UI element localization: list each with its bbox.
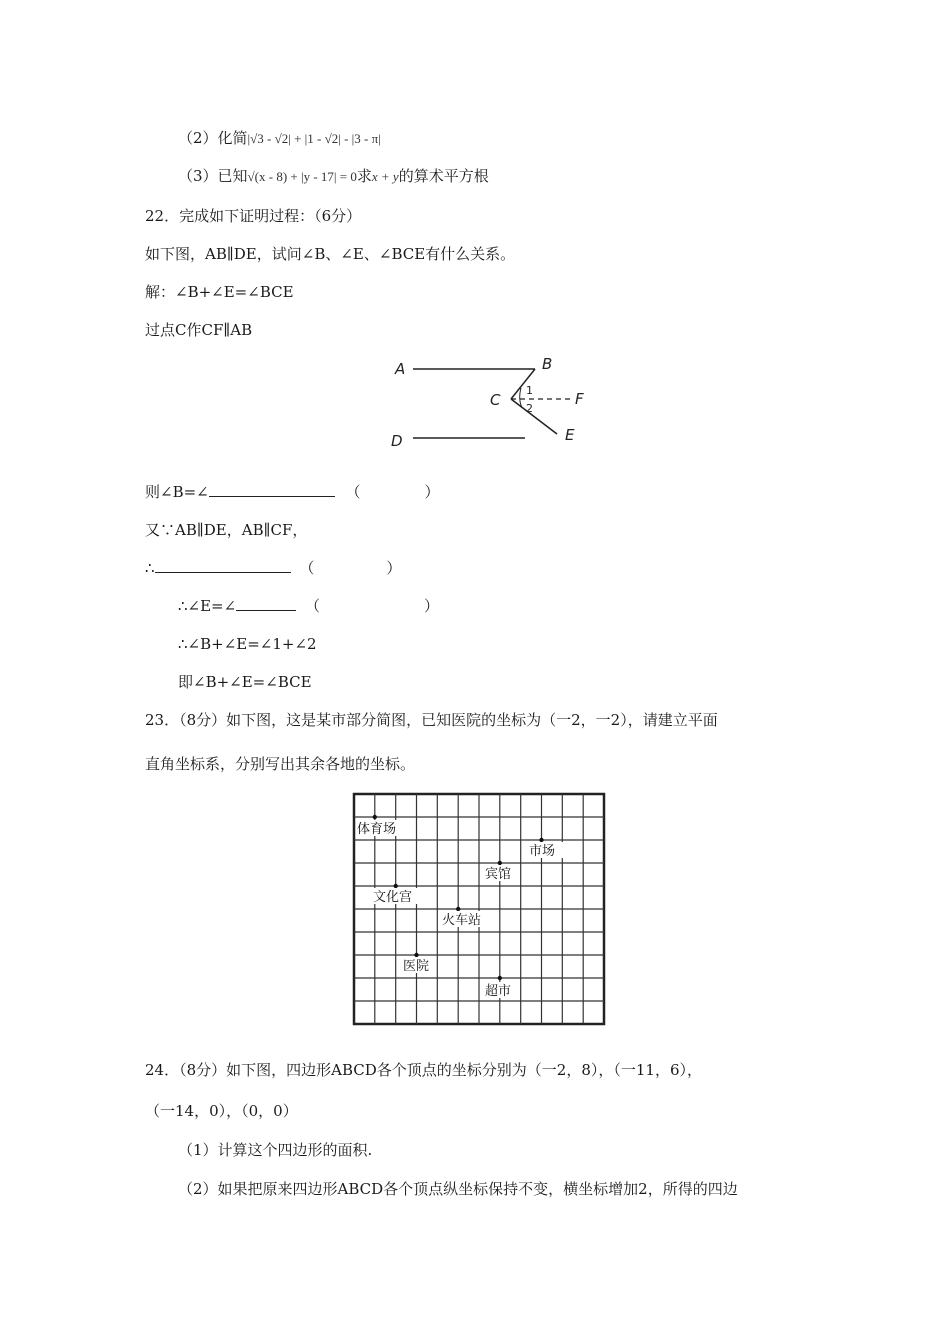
q22-step4 <box>178 596 439 616</box>
city-map-grid <box>350 790 610 1030</box>
paren-open: （ <box>304 597 320 615</box>
paren-open: （ <box>299 559 315 577</box>
market-point <box>539 838 543 842</box>
paren-close: ） <box>424 597 440 615</box>
q21-part3-expression2: x + y <box>371 169 399 184</box>
q22-step3-prefix: ∴ <box>145 559 155 577</box>
q21-part2 <box>178 128 381 149</box>
label-d: D <box>391 432 403 450</box>
q22-answer: 解：∠B+∠E=∠BCE <box>145 283 294 301</box>
q24-line2: （一14，0），（0，0） <box>145 1102 298 1120</box>
q22-step1-blank[interactable] <box>209 482 335 497</box>
train-station-label: 火车站 <box>442 913 482 928</box>
stadium-label: 体育场 <box>357 822 397 837</box>
q21-part2-prefix: （2）化简 <box>178 129 248 147</box>
parallel-lines-figure <box>385 352 595 452</box>
q22-step1-reason[interactable] <box>346 482 440 502</box>
label-e: E <box>565 426 575 444</box>
q21-part3-suffix: 的算术平方根 <box>398 167 489 185</box>
supermarket-point <box>498 976 502 980</box>
culture-palace-label: 文化宫 <box>373 890 413 905</box>
q22-question: 如下图，AB∥DE，试问∠B、∠E、∠BCE有什么关系。 <box>145 245 516 263</box>
label-c: C <box>490 391 501 409</box>
hotel-label: 宾馆 <box>485 867 512 882</box>
q22-step3 <box>145 558 401 578</box>
q21-part3-mid: 求 <box>356 167 372 185</box>
label-f: F <box>575 390 584 408</box>
label-a: A <box>395 360 406 378</box>
q22-step3-blank[interactable] <box>155 558 291 573</box>
stadium-point <box>373 815 377 819</box>
train-station-point <box>456 907 460 911</box>
paren-open: （ <box>345 483 361 501</box>
q24-line1: 24．（8分）如下图，四边形ABCD各个顶点的坐标分别为（一2，8），（一11，6）， <box>145 1061 702 1079</box>
q21-part2-expression: |√3 - √2| + |1 - √2| - |3 - π| <box>247 131 381 146</box>
paren-close: ） <box>386 559 402 577</box>
culture-palace-point <box>394 884 398 888</box>
q22-step5: ∴∠B+∠E=∠1+∠2 <box>178 635 317 653</box>
paren-close: ） <box>424 483 440 501</box>
q22-step4-reason[interactable] <box>305 596 439 616</box>
q21-part3-expression: √(x - 8) + |y - 17| = 0 <box>247 169 357 184</box>
label-angle-1: 1 <box>526 384 533 397</box>
q22-step3-reason[interactable] <box>299 558 401 578</box>
q22-step6: 即∠B+∠E=∠BCE <box>178 673 312 691</box>
segment-ce <box>511 399 557 434</box>
q22-step4-blank[interactable] <box>236 596 296 611</box>
q22-header: 22．完成如下证明过程：（6分） <box>145 207 362 225</box>
q22-construct: 过点C作CF∥AB <box>145 321 253 339</box>
q21-part3-prefix: （3）已知 <box>178 167 248 185</box>
hospital-label: 医院 <box>403 959 430 974</box>
hospital-point <box>414 953 418 957</box>
q23-line2: 直角坐标系，分别写出其余各地的坐标。 <box>145 755 416 773</box>
q22-step1-prefix: 则∠B=∠ <box>145 483 209 501</box>
hotel-point <box>498 861 502 865</box>
supermarket-label: 超市 <box>485 984 512 999</box>
label-b: B <box>542 355 553 373</box>
q24-part2: （2）如果把原来四边形ABCD各个顶点纵坐标保持不变，横坐标增加2，所得的四边 <box>178 1180 738 1198</box>
q24-part1: （1）计算这个四边形的面积. <box>178 1141 373 1159</box>
q21-part3 <box>178 166 489 187</box>
q23-line1: 23．（8分）如下图，这是某市部分简图，已知医院的坐标为（一2，一2），请建立平面 <box>145 711 718 729</box>
market-label: 市场 <box>529 844 556 859</box>
q22-step4-prefix: ∴∠E=∠ <box>178 597 237 615</box>
label-angle-2: 2 <box>526 402 533 415</box>
q22-step1 <box>145 482 440 502</box>
q22-step2: 又∵AB∥DE，AB∥CF， <box>145 521 308 539</box>
